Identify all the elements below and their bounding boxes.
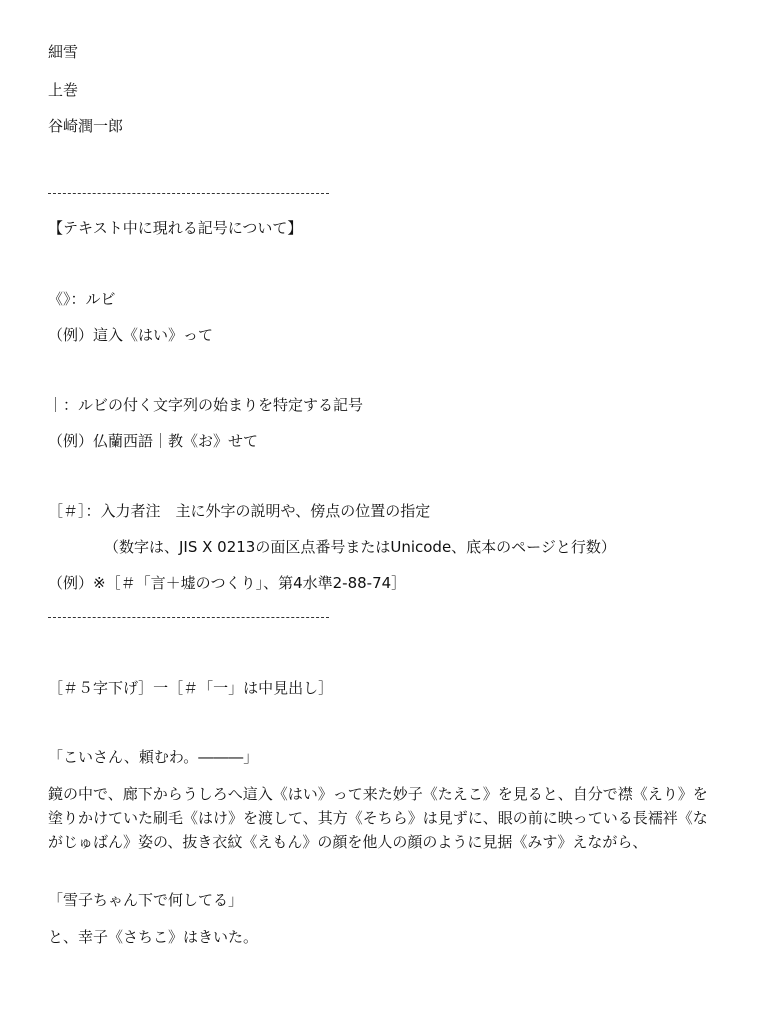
ruby-symbol-line: 《》：ルビ [48, 290, 116, 308]
chapter-heading: ［＃５字下げ］一［＃「一」は中見出し］ [48, 679, 334, 697]
bar-symbol-line: ｜：ルビの付く文字列の始まりを特定する記号 [48, 396, 364, 414]
hash-detail: （数字は、JIS X 0213の面区点番号またはUnicode、底本のページと行数） [104, 538, 616, 556]
bar-example: （例）仏蘭西語｜教《お》せて [48, 432, 259, 450]
body-paragraph: 鏡の中で、廊下からうしろへ這入《はい》って来た妙子《たえこ》を見ると、自分で襟《えり》を塗りかけていた刷毛《はけ》を渡して、其方《そちら》は見ずに、眼の前に映っている長襦袢《ながじゅばん》姿の、抜き衣紋《えもん》の顔を他人の顔のように見据《みす》えながら、 [48, 785, 708, 851]
hash-symbol-line: ［＃］：入力者注 主に外字の説明や、傍点の位置の指定 [48, 502, 431, 520]
divider-top [48, 193, 329, 194]
volume-label: 上巻 [48, 81, 79, 99]
divider-bottom [48, 617, 329, 618]
narration-line: と、幸子《さちこ》はきいた。 [48, 928, 259, 946]
book-title: 細雪 [48, 43, 79, 61]
dialogue-line-1: 「こいさん、頼むわ。―――」 [48, 748, 259, 766]
hash-example: （例）※［＃「言＋墟のつくり」、第4水準2-88-74］ [48, 574, 407, 592]
dialogue-line-2: 「雪子ちゃん下で何してる」 [48, 891, 244, 909]
author-name: 谷崎潤一郎 [48, 117, 124, 135]
notes-heading: 【テキスト中に現れる記号について】 [48, 219, 303, 237]
ruby-example: （例）這入《はい》って [48, 326, 214, 344]
